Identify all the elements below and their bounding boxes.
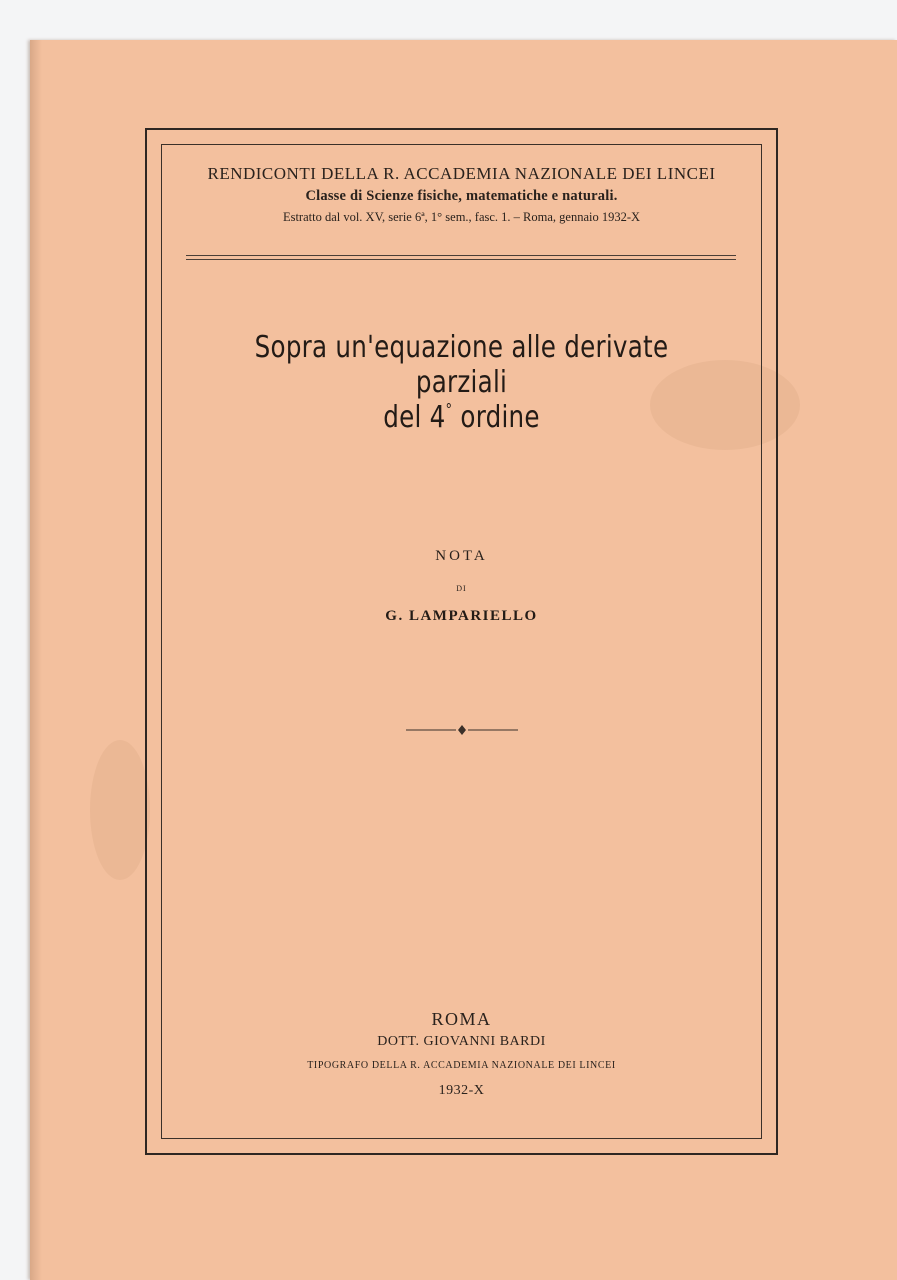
note-label: NOTA — [435, 548, 488, 564]
imprint-city: ROMA — [431, 1009, 492, 1029]
imprint-printer: DOTT. GIOVANNI BARDI — [377, 1034, 546, 1049]
ornament-divider-icon — [406, 722, 518, 738]
inner-border — [161, 144, 762, 1139]
journal-name: RENDICONTI DELLA R. ACCADEMIA NAZIONALE DEI LINCEI — [207, 164, 716, 183]
paper-title-line1: Sopra un'equazione alle derivate parziali — [254, 330, 669, 400]
imprint-year: 1932-X — [438, 1083, 485, 1098]
header-rule — [186, 259, 736, 260]
by-label: DI — [456, 584, 467, 593]
paper-title-line2 — [215, 400, 708, 435]
imprint-printer-title: TIPOGRAFO DELLA R. ACCADEMIA NAZIONALE DEI LINCEI — [307, 1060, 616, 1071]
author-name: G. LAMPARIELLO — [385, 608, 538, 624]
extract-info: Estratto dal vol. XV, serie 6ª, 1° sem., fasc. 1. – Roma, gennaio 1932-X — [282, 210, 641, 224]
paper-stain — [90, 740, 150, 880]
degree-sign: ° — [445, 400, 453, 419]
header-rule — [186, 255, 736, 256]
title-text: del 4 — [383, 400, 446, 435]
journal-class: Classe di Scienze fisiche, matematiche e naturali. — [305, 188, 618, 204]
journal-header — [161, 164, 762, 225]
title-text: ordine — [452, 400, 540, 435]
